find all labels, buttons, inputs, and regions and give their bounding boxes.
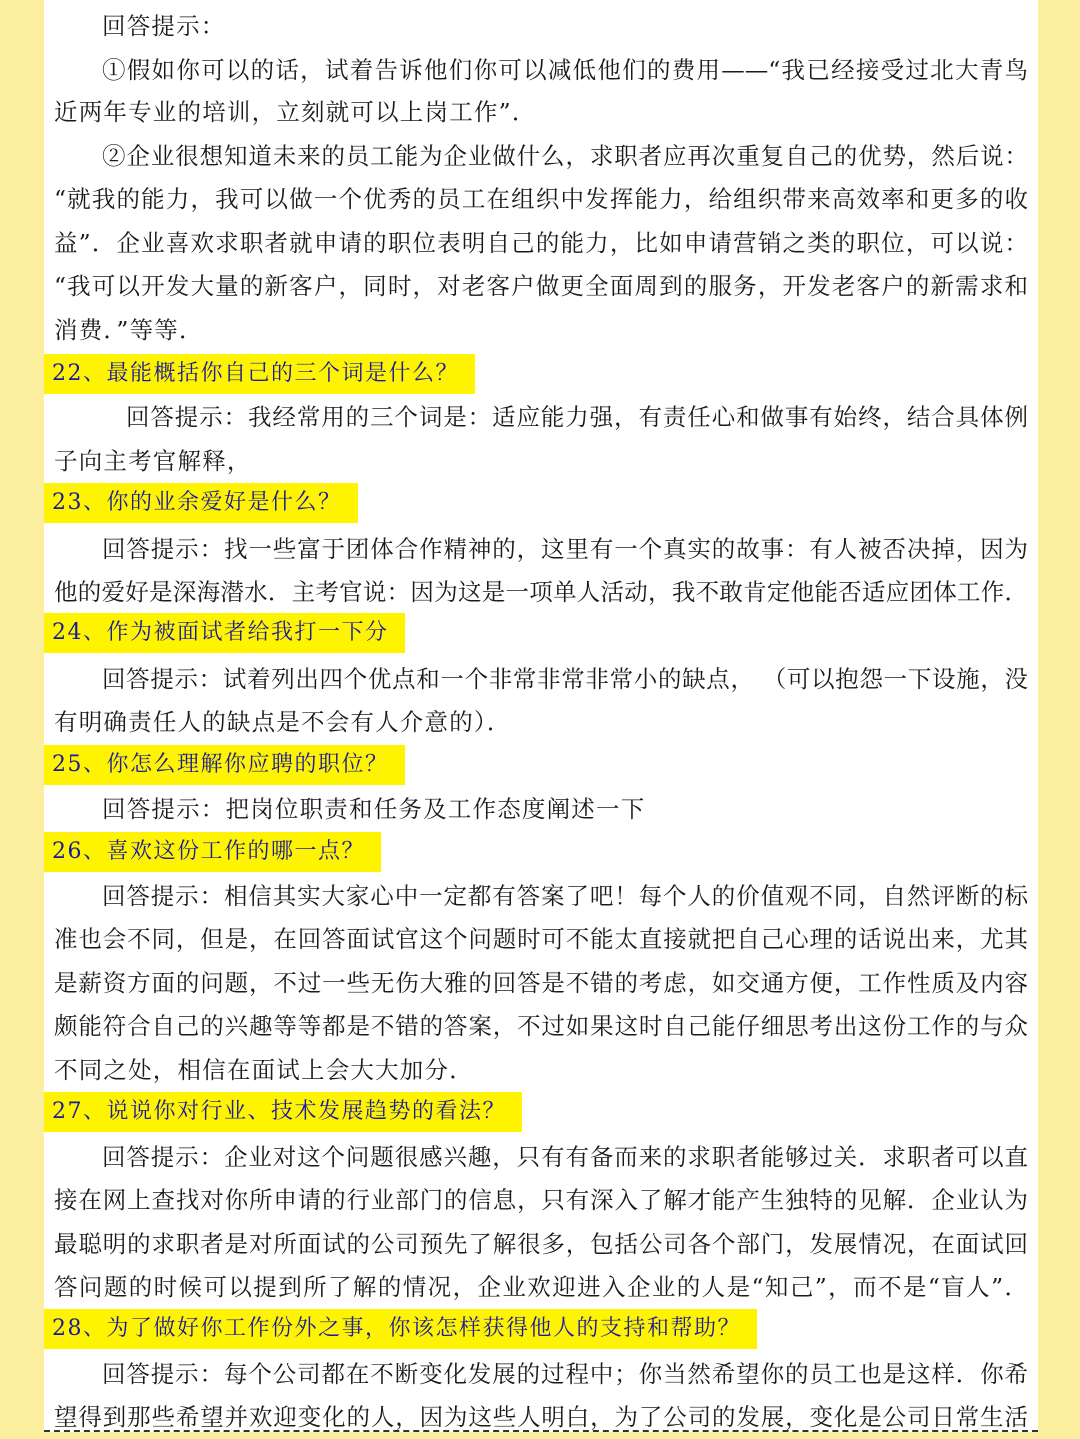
text-line: 消费．”等等． — [54, 316, 204, 344]
text-line: ②企业很想知道未来的员工能为企业做什么，求职者应再次重复自己的优势，然后说： — [102, 142, 1028, 170]
text-line: 回答提示：企业对这个问题很感兴趣，只有有备而来的求职者能够过关．求职者可以直 — [102, 1143, 1028, 1171]
text-line: 子向主考官解释， — [54, 447, 252, 475]
question-heading-26: 26、喜欢这份工作的哪一点？ — [44, 832, 381, 872]
question-heading-25: 25、你怎么理解你应聘的职位？ — [44, 745, 405, 785]
question-heading-22: 22、最能概括你自己的三个词是什么？ — [44, 354, 475, 394]
text-line: 最聪明的求职者是对所面试的公司预先了解很多，包括公司各个部门，发展情况，在面试回 — [54, 1230, 1028, 1258]
text-line: 益”．企业喜欢求职者就申请的职位表明自己的能力，比如申请营销之类的职位，可以说： — [54, 229, 1028, 257]
text-line: 回答提示：找一些富于团体合作精神的，这里有一个真实的故事：有人被否决掉，因为 — [102, 535, 1028, 563]
text-line: 他的爱好是深海潜水．主考官说：因为这是一项单人活动，我不敢肯定他能否适应团体工作． — [54, 578, 1028, 606]
text-line: 回答提示：把岗位职责和任务及工作态度阐述一下 — [102, 795, 646, 823]
question-heading-23: 23、你的业余爱好是什么？ — [44, 483, 358, 523]
text-line: 回答提示：试着列出四个优点和一个非常非常非常小的缺点， （可以抱怨一下设施，没 — [102, 665, 1028, 693]
text-line: “就我的能力，我可以做一个优秀的员工在组织中发挥能力，给组织带来高效率和更多的收 — [54, 185, 1028, 213]
text-line: ①假如你可以的话，试着告诉他们你可以减低他们的费用——“我已经接受过北大青鸟 — [102, 56, 1028, 84]
text-line: 有明确责任人的缺点是不会有人介意的）． — [54, 708, 512, 736]
text-line: 回答提示：每个公司都在不断变化发展的过程中；你当然希望你的员工也是这样．你希 — [102, 1360, 1028, 1388]
question-heading-28: 28、为了做好你工作份外之事，你该怎样获得他人的支持和帮助？ — [44, 1309, 757, 1349]
text-line: 不同之处，相信在面试上会大大加分． — [54, 1056, 474, 1084]
text-line: “我可以开发大量的新客户，同时，对老客户做更全面周到的服务，开发老客户的新需求和 — [54, 272, 1028, 300]
text-line: 回答提示： — [102, 12, 226, 40]
question-heading-27: 27、说说你对行业、技术发展趋势的看法？ — [44, 1092, 522, 1132]
text-line: 望得到那些希望并欢迎变化的人，因为这些人明白，为了公司的发展，变化是公司日常生活 — [54, 1403, 1028, 1431]
text-line: 回答提示：我经常用的三个词是：适应能力强，有责任心和做事有始终，结合具体例 — [126, 403, 1028, 431]
text-line: 颇能符合自己的兴趣等等都是不错的答案，不过如果这时自己能仔细思考出这份工作的与众 — [54, 1012, 1028, 1040]
text-line: 答问题的时候可以提到所了解的情况，企业欢迎进入企业的人是“知己”，而不是“盲人”． — [54, 1273, 1028, 1301]
text-line: 准也会不同，但是，在回答面试官这个问题时可不能太直接就把自己心理的话说出来，尤其 — [54, 925, 1028, 953]
text-line: 接在网上查找对你所申请的行业部门的信息，只有深入了解才能产生独特的见解．企业认为 — [54, 1186, 1028, 1214]
question-heading-24: 24、作为被面试者给我打一下分 — [44, 613, 405, 653]
text-line: 是薪资方面的问题，不过一些无伤大雅的回答是不错的考虑，如交通方便，工作性质及内容 — [54, 969, 1028, 997]
document-page — [44, 0, 1038, 1432]
text-line: 回答提示：相信其实大家心中一定都有答案了吧！每个人的价值观不同，自然评断的标 — [102, 882, 1028, 910]
text-line: 近两年专业的培训，立刻就可以上岗工作”． — [54, 98, 537, 126]
